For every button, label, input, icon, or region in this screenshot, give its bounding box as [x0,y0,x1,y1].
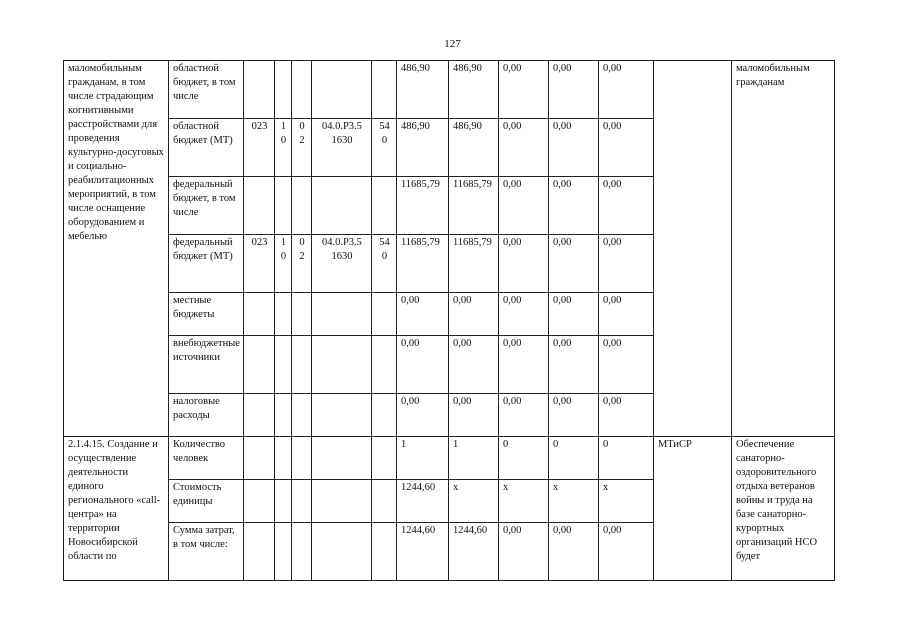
grbs-code [243,177,274,235]
grbs-code [243,293,274,336]
value-cell: 0,00 [598,293,653,336]
value-cell: 0,00 [548,61,598,119]
value-cell: 0,00 [548,523,598,581]
executor-cell [653,61,731,437]
value-cell: 0,00 [598,336,653,394]
value-cell: 0,00 [548,293,598,336]
funding-source: внебюджетные источники [169,336,244,394]
value-cell: 0,00 [598,523,653,581]
funding-source: Количество человек [169,437,244,480]
value-cell: 0,00 [598,119,653,177]
target-article-code [311,177,371,235]
value-cell: 0,00 [548,394,598,437]
section-code [274,61,291,119]
expense-type-code: 54 0 [371,119,396,177]
value-cell: 486,90 [448,61,498,119]
section-code: 1 0 [274,235,291,293]
value-cell: 11685,79 [396,235,448,293]
funding-source: Сумма затрат, в том числе: [169,523,244,581]
section-code [274,336,291,394]
value-cell: 0,00 [598,235,653,293]
section-code [274,394,291,437]
value-cell: 0,00 [598,394,653,437]
grbs-code [243,394,274,437]
target-article-code [311,61,371,119]
target-article-code: 04.0.Р3.5 1630 [311,119,371,177]
value-cell: 0,00 [448,336,498,394]
grbs-code [243,336,274,394]
value-cell: 0,00 [548,235,598,293]
target-article-code [311,523,371,581]
funding-source: федеральный бюджет (МТ) [169,235,244,293]
target-article-code: 04.0.Р3.5 1630 [311,235,371,293]
funding-source: налоговые расходы [169,394,244,437]
funding-source: областной бюджет (МТ) [169,119,244,177]
expected-result: Обеспечение санаторно-оздоровительного отдыха ветеранов войны и труда на базе санаторно-курортных организаций НСО будет [731,437,834,581]
executor-cell: МТиСР [653,437,731,581]
expense-type-code [371,177,396,235]
value-cell: 11685,79 [396,177,448,235]
target-article-code [311,480,371,523]
subsection-code: 0 2 [291,119,311,177]
grbs-code [243,437,274,480]
value-cell: 0,00 [498,235,548,293]
funding-source: Стоимость единицы [169,480,244,523]
value-cell: 1244,60 [396,480,448,523]
expected-result: маломобильным гражданам [731,61,834,437]
table-row [64,437,835,480]
target-article-code [311,293,371,336]
value-cell: 0,00 [498,293,548,336]
value-cell: 0,00 [548,177,598,235]
expense-type-code [371,523,396,581]
subsection-code [291,293,311,336]
value-cell: 1 [448,437,498,480]
value-cell: x [598,480,653,523]
value-cell: 0,00 [498,523,548,581]
grbs-code: 023 [243,235,274,293]
value-cell: 11685,79 [448,177,498,235]
value-cell: 486,90 [396,61,448,119]
value-cell: 0,00 [396,336,448,394]
value-cell: x [498,480,548,523]
section-code [274,437,291,480]
funding-source: местные бюджеты [169,293,244,336]
value-cell: 0,00 [448,293,498,336]
funding-source: областной бюджет, в том числе [169,61,244,119]
value-cell: x [548,480,598,523]
section-code [274,480,291,523]
section-code [274,177,291,235]
value-cell: 0,00 [598,177,653,235]
value-cell: 486,90 [448,119,498,177]
section-code: 1 0 [274,119,291,177]
value-cell: 1 [396,437,448,480]
expense-type-code [371,61,396,119]
value-cell: 0,00 [498,336,548,394]
value-cell: 0,00 [396,293,448,336]
subsection-code [291,177,311,235]
table-row [64,61,835,119]
subsection-code [291,523,311,581]
subsection-code [291,437,311,480]
section-code [274,293,291,336]
target-article-code [311,336,371,394]
activity-description: 2.1.4.15. Создание и осуществление деятельности единого регионального «call-центра» на территории Новосибирской области по [64,437,169,581]
value-cell: 0 [498,437,548,480]
section-code [274,523,291,581]
grbs-code [243,523,274,581]
expense-type-code [371,480,396,523]
funding-source: федеральный бюджет, в том числе [169,177,244,235]
value-cell: 0,00 [598,61,653,119]
expense-type-code [371,394,396,437]
value-cell: 11685,79 [448,235,498,293]
value-cell: 1244,60 [448,523,498,581]
value-cell: 0 [598,437,653,480]
expense-type-code [371,437,396,480]
subsection-code [291,394,311,437]
activity-description: маломобильным гражданам, в том числе страдающим когнитивными расстройствами для проведения культурно-досуговых и социально-реабилитационных мероприятий, в том числе оснащение оборудованием и мебелью [64,61,169,437]
expense-type-code [371,293,396,336]
value-cell: 0,00 [498,394,548,437]
value-cell: 0,00 [498,61,548,119]
value-cell: 0,00 [448,394,498,437]
value-cell: 1244,60 [396,523,448,581]
value-cell: 0,00 [548,119,598,177]
expense-type-code: 54 0 [371,235,396,293]
budget-table [63,60,835,581]
value-cell: x [448,480,498,523]
subsection-code: 0 2 [291,235,311,293]
value-cell: 0 [548,437,598,480]
subsection-code [291,336,311,394]
value-cell: 0,00 [498,119,548,177]
subsection-code [291,480,311,523]
value-cell: 0,00 [498,177,548,235]
grbs-code: 023 [243,119,274,177]
subsection-code [291,61,311,119]
target-article-code [311,394,371,437]
grbs-code [243,61,274,119]
page-number: 127 [444,38,461,50]
target-article-code [311,437,371,480]
value-cell: 0,00 [548,336,598,394]
grbs-code [243,480,274,523]
expense-type-code [371,336,396,394]
value-cell: 486,90 [396,119,448,177]
value-cell: 0,00 [396,394,448,437]
